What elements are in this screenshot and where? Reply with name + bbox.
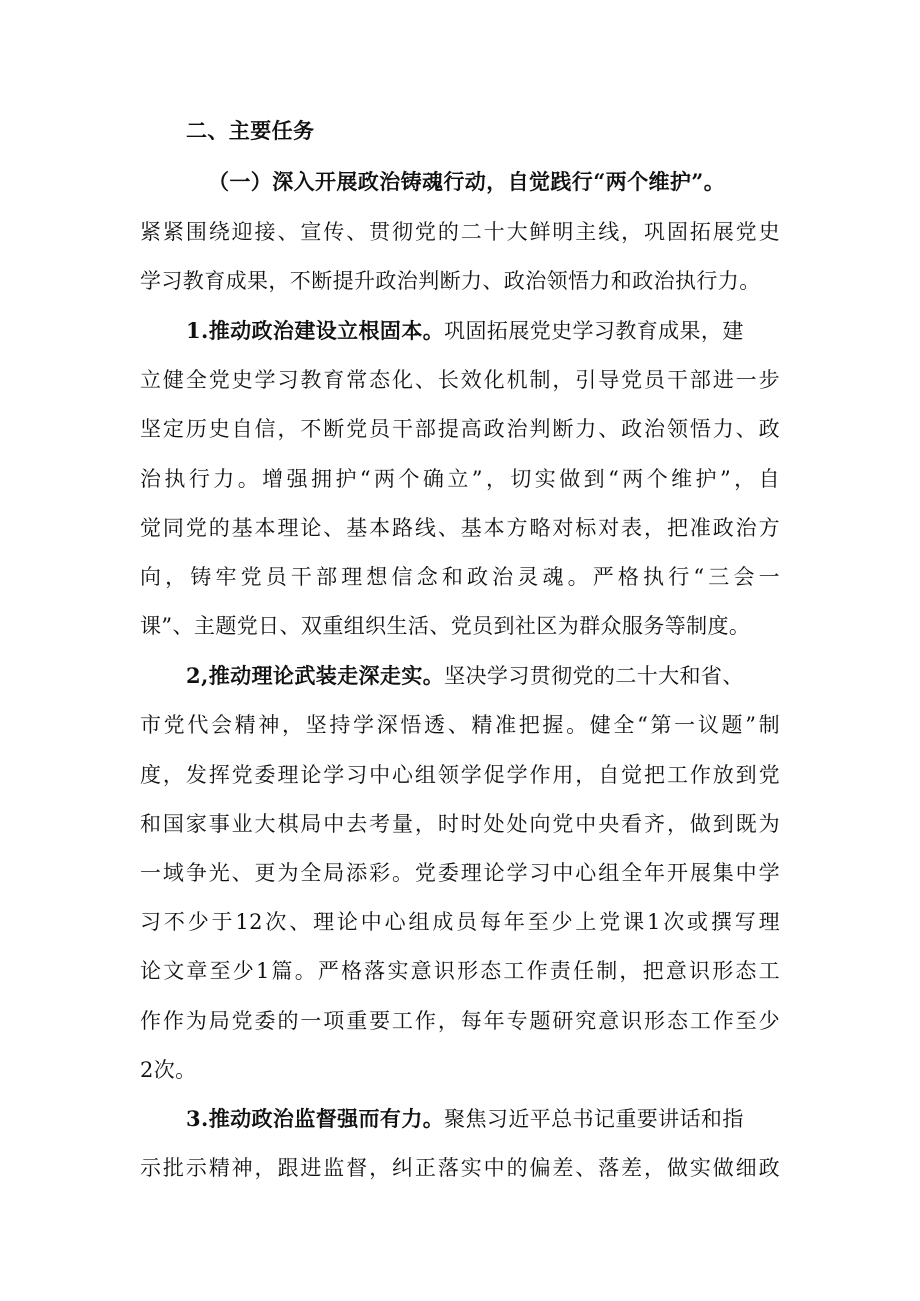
- item3-line-1: [186, 1105, 780, 1133]
- item1-line-1: [186, 317, 780, 345]
- intro-line-1: 紧紧围绕迎接、宣传、贯彻党的二十大鲜明主线，巩固拓展党史: [140, 220, 780, 244]
- item2-line-9: 2次。: [140, 1058, 197, 1082]
- item2-line-7: 论文章至少1篇。严格落实意识形态工作责任制，把意识形态工: [140, 959, 780, 983]
- intro-line-2: 学习教育成果，不断提升政治判断力、政治领悟力和政治执行力。: [140, 269, 761, 293]
- item2-line-4: 和国家事业大棋局中去考量，时时处处向党中央看齐，做到既为: [140, 812, 780, 836]
- item2-title: 2,推动理论武装走深走实。: [186, 663, 445, 688]
- item1-title: 1.推动政治建设立根固本。: [186, 318, 445, 343]
- item2-line-3: 度，发挥党委理论学习中心组领学促学作用，自觉把工作放到党: [140, 763, 780, 787]
- item2-line-5: 一域争光、更为全局添彩。党委理论学习中心组全年开展集中学: [140, 861, 780, 885]
- item3-line-1-text: 聚焦习近平总书记重要讲话和指: [444, 1107, 744, 1131]
- item1-line-4: 治执行力。增强拥护“两个确立”，切实做到“两个维护”，自: [140, 467, 780, 491]
- item1-line-3: 坚定历史自信，不断党员干部提高政治判断力、政治领悟力、政: [140, 417, 780, 441]
- item1-line-6: 向，铸牢党员干部理想信念和政治灵魂。严格执行“三会一: [140, 565, 780, 589]
- subheading: （一）深入开展政治铸魂行动，自觉践行“两个维护”。: [208, 169, 726, 194]
- item1-line-2: 立健全党史学习教育常态化、长效化机制，引导党员干部进一步: [140, 368, 780, 392]
- item3-title: 3.推动政治监督强而有力。: [186, 1106, 445, 1131]
- item2-line-2: 市党代会精神，坚持学深悟透、精准把握。健全“第一议题”制: [140, 713, 780, 737]
- item1-line-5: 觉同党的基本理论、基本路线、基本方略对标对表，把准政治方: [140, 516, 780, 540]
- item2-line-1: [186, 662, 780, 690]
- item1-line-1-text: 巩固拓展党史学习教育成果，建: [444, 319, 744, 343]
- item2-line-1-text: 坚决学习贯彻党的二十大和省、: [444, 664, 744, 688]
- item2-line-6: 习不少于12次、理论中心组成员每年至少上党课1次或撰写理: [140, 910, 780, 934]
- section-heading: 二、主要任务: [186, 118, 315, 143]
- item1-line-7: 课”、主题党日、双重组织生活、党员到社区为群众服务等制度。: [140, 614, 751, 638]
- item2-line-8: 作作为局党委的一项重要工作，每年专题研究意识形态工作至少: [140, 1009, 780, 1033]
- item3-line-2: 示批示精神，跟进监督，纠正落实中的偏差、落差，做实做细政: [140, 1156, 780, 1180]
